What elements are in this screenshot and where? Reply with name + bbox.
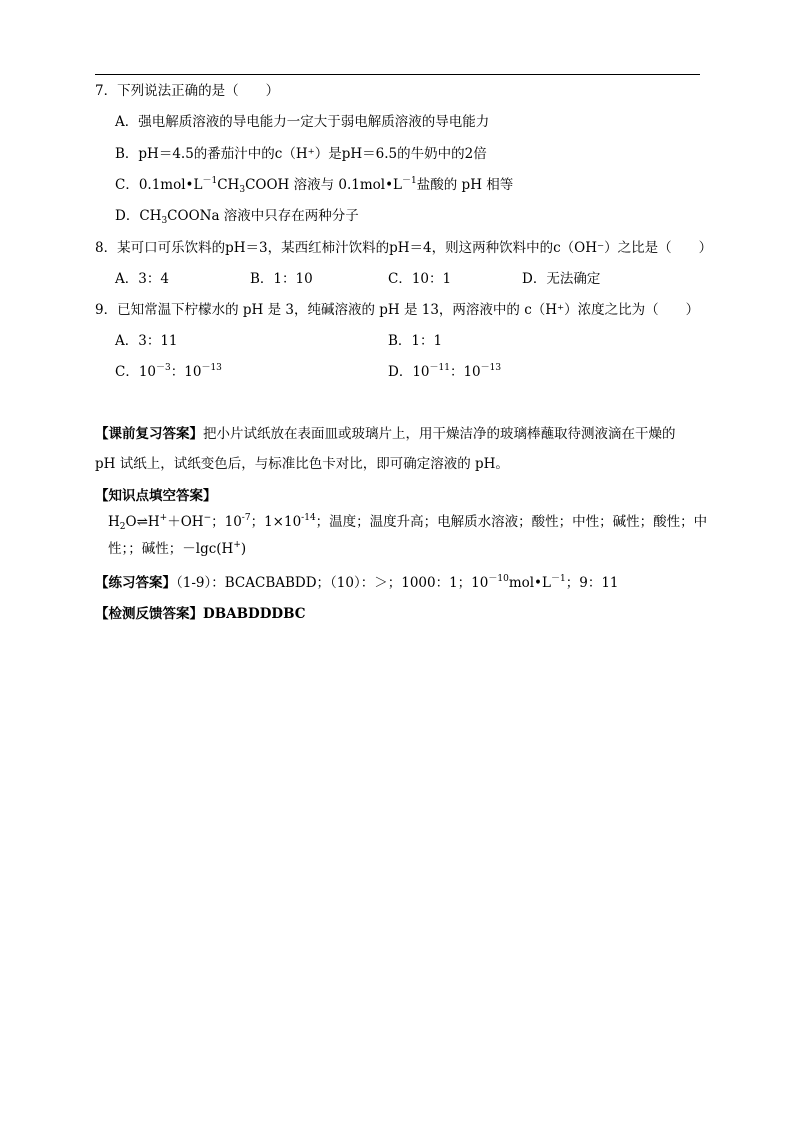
practice-answer: 【练习答案】（1-9）：BCACBABDD；（10）：＞；1000：1；$10^{-10}mol•L^{-1}$；9：11 (95, 574, 619, 591)
question-8-stem: 8．某可口可乐饮料的pH＝3，某西红柿汁饮料的pH＝4，则这两种饮料中的c（OH⁻）之比是（ ） (95, 240, 713, 256)
review-answer-label: 【课前复习答案】 (95, 426, 203, 442)
question-7-option-d: D．$CH_3COONa$ 溶液中只存在两种分子 (115, 208, 359, 226)
knowledge-answer-label: 【知识点填空答案】 (95, 488, 217, 504)
question-9-option-d: D．$10^{-11}$：$10^{-13}$ (388, 363, 502, 380)
question-9-option-b: B．1：1 (388, 333, 443, 349)
question-9-option-a: A．3：11 (115, 333, 178, 349)
feedback-answer: 【检测反馈答案】DBABDDDBC (95, 606, 306, 622)
question-8-option-d: D．无法确定 (522, 271, 601, 287)
question-9-option-c: C．$10^{-3}$：$10^{-13}$ (115, 363, 222, 380)
header-rule (95, 74, 700, 75)
review-answer-line-2: pH 试纸上，试纸变色后，与标准比色卡对比，即可确定溶液的 pH。 (95, 456, 509, 472)
review-answer-line-1: 【课前复习答案】把小片试纸放在表面皿或玻璃片上，用干燥洁净的玻璃棒蘸取待测液滴在干燥的 (95, 426, 676, 442)
feedback-answer-label: 【检测反馈答案】 (95, 606, 203, 622)
question-7-option-c: C．$0.1mol•L^{-1}CH_3COOH$ 溶液与 $0.1mol•L^{-1}$盐酸的 pH 相等 (115, 176, 514, 195)
question-7-option-a: A．强电解质溶液的导电能力一定大于弱电解质溶液的导电能力 (115, 114, 490, 130)
question-9-stem: 9．已知常温下柠檬水的 pH 是 3，纯碱溶液的 pH 是 13，两溶液中的 c（H⁺）浓度之比为（ ） (95, 302, 700, 318)
question-7-option-b: B．pH＝4.5的番茄汁中的c（H⁺）是pH＝6.5的牛奶中的2倍 (115, 146, 487, 162)
question-7-stem: 7．下列说法正确的是（ ） (95, 83, 280, 99)
knowledge-answer-line-1: $H_2O\rightleftharpoons H^++OH^-$；$10^{-7}$；$1\times 10^{-14}$；温度；温度升高；电解质水溶液；酸性；中性；碱性；酸性；中 (108, 513, 708, 532)
question-8-option-c: C．10：1 (388, 271, 452, 287)
question-8-option-a: A．3：4 (115, 271, 169, 287)
knowledge-answer-line-2: 性；；碱性；－lgc(H+) (108, 540, 247, 557)
practice-answer-label: 【练习答案】 (95, 575, 176, 591)
question-8-option-b: B．1：10 (250, 271, 313, 287)
